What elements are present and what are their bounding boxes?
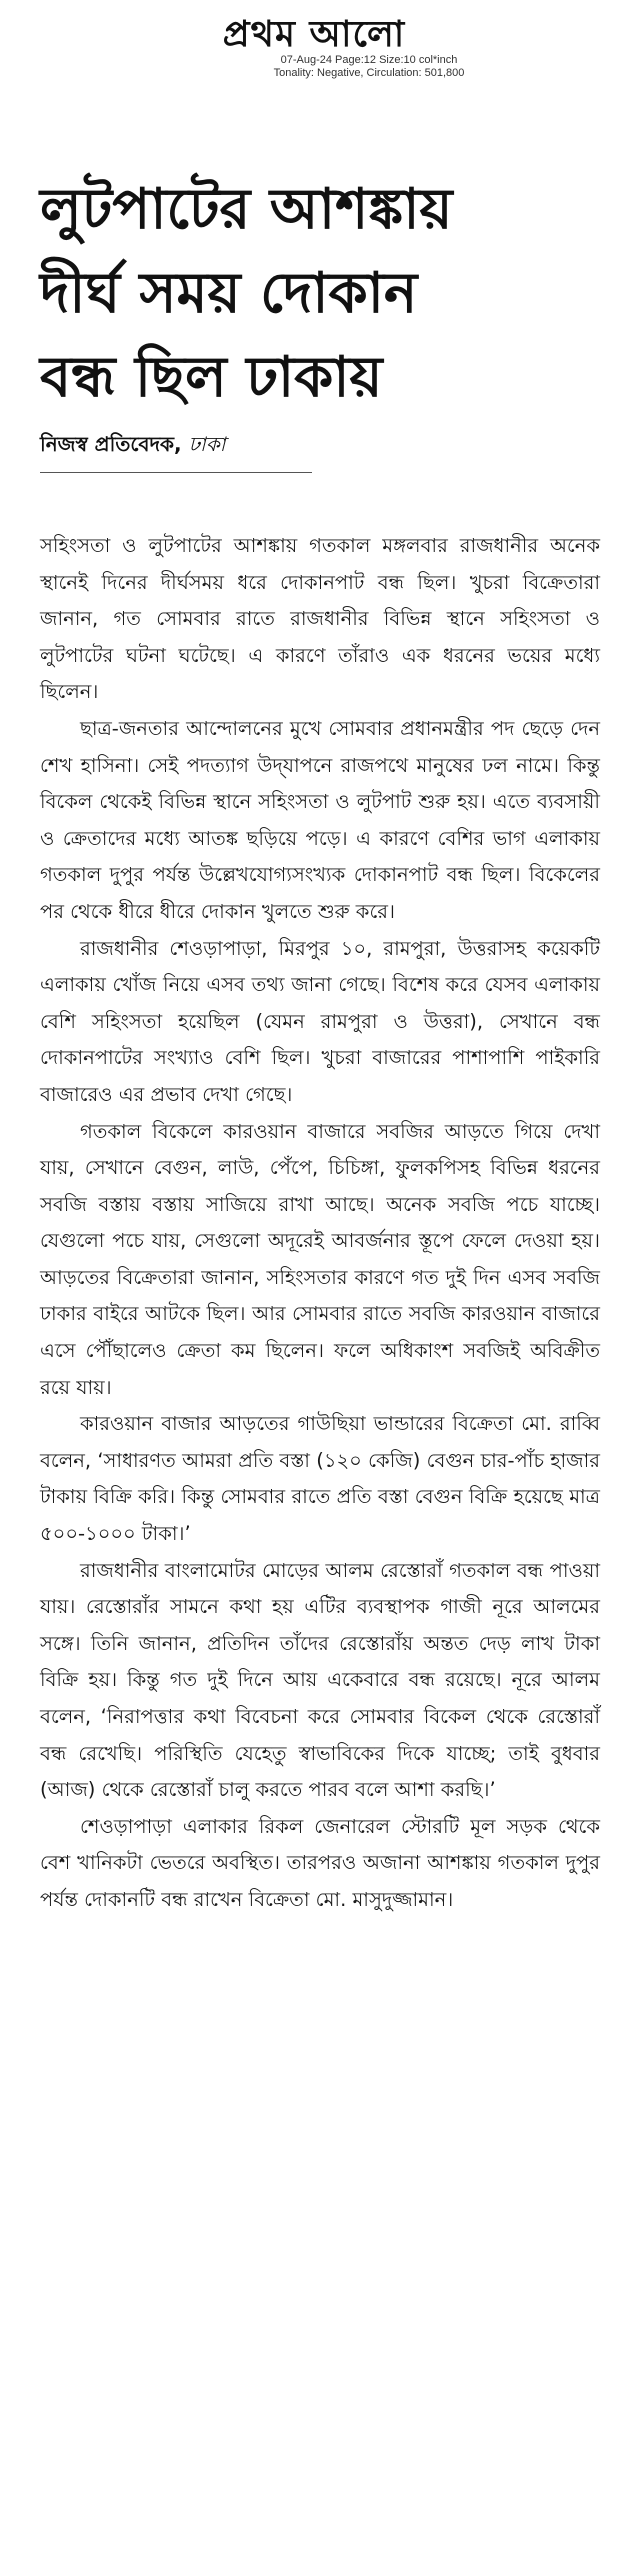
article-headline [40,168,600,420]
headline-line-2: দীর্ঘ সময় দোকান [40,261,418,326]
paragraph: শেওড়াপাড়া এলাকার রিকল জেনারেল স্টোরটি মূল সড়ক থেকে বেশ খানিকটা ভেতরে অবস্থিত। তারপরও অজানা আশঙ্কায় গতকাল দুপুর পর্যন্ত দোকানটি বন্ধ রাখেন বিক্রেতা মো. মাসুদুজ্জামান। [40,1814,600,1911]
paragraph: রাজধানীর বাংলামোটর মোড়ের আলম রেস্তোরাঁ গতকাল বন্ধ পাওয়া যায়। রেস্তোরাঁর সামনে কথা হয় এটির ব্যবস্থাপক গাজী নূরে আলমের সঙ্গে। তিনি জানান, প্রতিদিন তাঁদের রেস্তোরাঁয় অন্তত দেড় লাখ টাকা বিক্রি হয়। কিন্তু গত দুই দিনে আয় একেবারে বন্ধ রয়েছে। নূরে আলম বলেন, ‘নিরাপত্তার কথা বিবেচনা করে সোমবার বিকেল থেকে রেস্তোরাঁ বন্ধ রেখেছি। পরিস্থিতি যেহেতু স্বাভাবিকের দিকে যাচ্ছে; তাই বুধবার (আজ) থেকে রেস্তোরাঁ চালু করতে পারব বলে আশা করছি।’ [40,1558,600,1802]
clipping-meta-date: 07-Aug-24 Page:12 Size:10 col*inch [280,54,458,66]
clipping-meta-tonality: Tonality: Negative, Circulation: 501,800 [273,67,465,79]
article-body [40,528,600,1919]
masthead [0,14,628,80]
headline-line-1: লুটপাটের আশঙ্কায় [40,177,453,242]
paragraph: রাজধানীর শেওড়াপাড়া, মিরপুর ১০, রামপুরা, উত্তরাসহ কয়েকটি এলাকায় খোঁজ নিয়ে এসব তথ্য জানা গেছে। বিশেষ করে যেসব এলাকায় বেশি সহিংসতা হয়েছিল (যেমন রামপুরা ও উত্তরা), সেখানে বন্ধ দোকানপাটের সংখ্যাও বেশি ছিল। খুচরা বাজারের পাশাপাশি পাইকারি বাজারেও এর প্রভাব দেখা গেছে। [40,936,600,1106]
byline-location: ঢাকা [188,432,226,456]
paragraph: ছাত্র-জনতার আন্দোলনের মুখে সোমবার প্রধানমন্ত্রীর পদ ছেড়ে দেন শেখ হাসিনা। সেই পদত্যাগ উদ্‌যাপনে রাজপথে মানুষের ঢল নামে। কিন্তু বিকেল থেকেই বিভিন্ন স্থানে সহিংসতা ও লুটপাট শুরু হয়। এতে ব্যবসায়ী ও ক্রেতাদের মধ্যে আতঙ্ক ছড়িয়ে পড়ে। এ কারণে বেশির ভাগ এলাকায় গতকাল দুপুর পর্যন্ত উল্লেখযোগ্যসংখ্যক দোকানপাট বন্ধ ছিল। বিকেলের পর থেকে ধীরে ধীরে দোকান খুলতে শুরু করে। [40,716,600,923]
byline-divider [40,472,312,473]
newspaper-logo: প্রথম আলো [222,13,406,55]
paragraph: সহিংসতা ও লুটপাটের আশঙ্কায় গতকাল মঙ্গলবার রাজধানীর অনেক স্থানেই দিনের দীর্ঘসময় ধরে দোকানপাট বন্ধ ছিল। খুচরা বিক্রেতারা জানান, গত সোমবার রাতে রাজধানীর বিভিন্ন স্থানে সহিংসতা ও লুটপাটের ঘটনা ঘটেছে। এ কারণে তাঁরাও এক ধরনের ভয়ের মধ্যে ছিলেন। [40,534,600,704]
paragraph: গতকাল বিকেলে কারওয়ান বাজারে সবজির আড়তে গিয়ে দেখা যায়, সেখানে বেগুন, লাউ, পেঁপে, চিচিঙ্গা, ফুলকপিসহ বিভিন্ন ধরনের সবজি বস্তায় বস্তায় সাজিয়ে রাখা আছে। অনেক সবজি পচে যাচ্ছে। যেগুলো পচে যায়, সেগুলো অদূরেই আবর্জনার স্তূপে ফেলে দেওয়া হয়। আড়তের বিক্রেতারা জানান, সহিংসতার কারণে গত দুই দিন এসব সবজি ঢাকার বাইরে আটকে ছিল। আর সোমবার রাতে সবজি কারওয়ান বাজারে এসে পৌঁছালেও ক্রেতা কম ছিলেন। ফলে অধিকাংশ সবজিই অবিক্রীত রয়ে যায়। [40,1119,600,1399]
byline-author: নিজস্ব প্রতিবেদক, [40,432,182,456]
paragraph: কারওয়ান বাজার আড়তের গাউছিয়া ভান্ডারের বিক্রেতা মো. রাব্বি বলেন, ‘সাধারণত আমরা প্রতি বস্তা (১২০ কেজি) বেগুন চার-পাঁচ হাজার টাকায় বিক্রি করি। কিন্তু সোমবার রাতে প্রতি বস্তা বেগুন বিক্রি হয়েছে মাত্র ৫০০-১০০০ টাকা।’ [40,1412,600,1546]
headline-line-3: বন্ধ ছিল ঢাকায় [40,345,383,410]
byline [40,430,225,463]
